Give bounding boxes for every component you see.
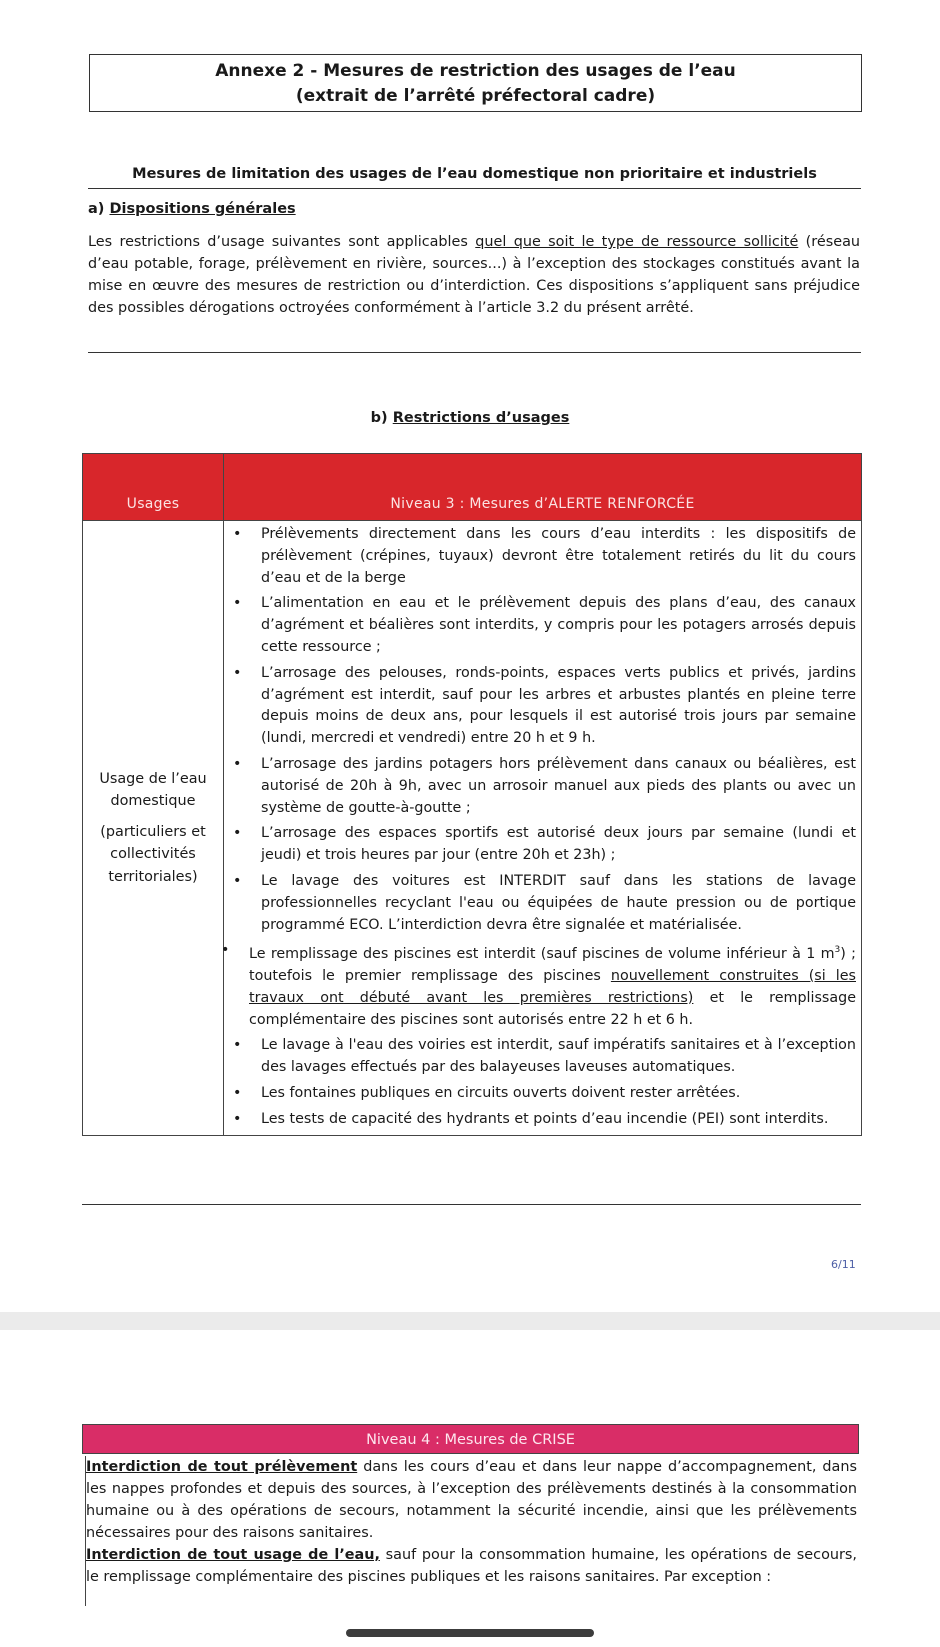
crisis-text: dans les cours d’eau et dans leur nappe d’accompagnement, dans les nappes profondes et depuis des sources, à l’exception des prélèvements destinés à la consommation humaine ou à des opérations de secours, notamment la sécurité incendie, ainsi que les prélèvements nécessaires pour des raisons sanitaires. bbox=[86, 1459, 857, 1541]
section-a-label: Dispositions générales bbox=[109, 201, 296, 217]
page-number: 6/11 bbox=[831, 1258, 856, 1271]
measure-text: et le remplissage complémentaire des piscines sont autorisés entre 22 h et 6 h. bbox=[249, 989, 857, 1028]
measure-item: • Le lavage à l'eau des voiries est interdit, sauf impératifs sanitaires et à l’exception des lavages effectués par des balayeuses laveuses automatiques. bbox=[261, 1035, 856, 1079]
crisis-measures-text bbox=[85, 1456, 857, 1606]
paragraph-text-1: Les restrictions d’usage suivantes sont applicables bbox=[88, 234, 476, 250]
crisis-level-header: Niveau 4 : Mesures de CRISE bbox=[82, 1424, 859, 1454]
measures-list bbox=[225, 524, 856, 1130]
crisis-paragraph-2 bbox=[86, 1544, 857, 1588]
measure-item: • L’arrosage des jardins potagers hors prélèvement dans canaux ou béalières, est autorisé de 20h à 9h, avec un arrosoir manuel aux pieds des plants ou avec un système de goutte-à-goutte ; bbox=[261, 754, 856, 819]
restrictions-table bbox=[82, 453, 862, 1136]
page-separator bbox=[0, 1312, 940, 1330]
measure-text: ) ; toutefois le premier remplissage des piscines bbox=[249, 946, 856, 984]
table-header-row bbox=[83, 454, 862, 521]
measure-item bbox=[249, 940, 856, 1031]
usage-line: (particuliers et bbox=[100, 823, 206, 840]
general-provisions-paragraph bbox=[88, 231, 860, 319]
section-a-prefix: a) bbox=[88, 201, 110, 217]
crisis-bold-text: Interdiction de tout prélèvement bbox=[86, 1459, 358, 1475]
measure-item: • Prélèvements directement dans les cours d’eau interdits : les dispositifs de prélèvement (crépines, tuyaux) devront être totalement retirés du lit du cours d’eau et de la berge bbox=[261, 524, 856, 589]
annex-title-box bbox=[89, 54, 862, 112]
crisis-bold-text: Interdiction de tout usage de l’eau, bbox=[86, 1547, 380, 1563]
measure-superscript: 3 bbox=[834, 945, 841, 956]
section-a-divider bbox=[88, 352, 861, 353]
section-a-title bbox=[88, 201, 296, 217]
header-usages: Usages bbox=[83, 454, 224, 521]
usage-category-cell bbox=[83, 521, 224, 1136]
usage-line: domestique bbox=[110, 793, 196, 810]
measure-item: • Les tests de capacité des hydrants et points d’eau incendie (PEI) sont interdits. bbox=[261, 1109, 856, 1131]
paragraph-underlined-text: quel que soit le type de ressource sollicité bbox=[475, 234, 799, 250]
table-row bbox=[83, 521, 862, 1136]
header-alert-level: Niveau 3 : Mesures d’ALERTE RENFORCÉE bbox=[224, 454, 862, 521]
home-indicator[interactable] bbox=[346, 1629, 594, 1637]
measure-item: • Les fontaines publiques en circuits ouverts doivent rester arrêtées. bbox=[261, 1083, 856, 1105]
section-b-prefix: b) bbox=[370, 410, 393, 426]
crisis-text: sauf pour la consommation humaine, les opérations de secours, le remplissage complémentaire des piscines publiques et les raisons sanitaires. Par exception : bbox=[86, 1547, 857, 1585]
section-heading: Mesures de limitation des usages de l’eau domestique non prioritaire et industriels bbox=[132, 166, 817, 182]
usage-line: collectivités bbox=[110, 846, 196, 863]
measure-item: • L’alimentation en eau et le prélèvement depuis des plans d’eau, des canaux d’agrément et béalières sont interdits, y compris pour les potagers arrosés depuis cette ressource ; bbox=[261, 593, 856, 658]
paragraph-text-2: (réseau d’eau potable, forage, prélèvement en rivière, sources...) à l’exception des stockages constitués avant la mise en œuvre des mesures de restriction ou d’interdiction. Ces dispositions s’appliquent sans préjudice des possibles dérogations octroyées conformément à l’article 3.2 du présent arrêté. bbox=[88, 234, 861, 316]
usage-line: territoriales) bbox=[108, 868, 198, 885]
measure-item: • Le lavage des voitures est INTERDIT sauf dans les stations de lavage professionnelles recyclant l'eau ou équipées de haute pression ou de portique programmé ECO. L’interdiction devra être signalée et matérialisée. bbox=[261, 871, 856, 936]
measure-item: • L’arrosage des espaces sportifs est autorisé deux jours par semaine (lundi et jeudi) et trois heures par jour (entre 20h et 23h) ; bbox=[261, 823, 856, 867]
measure-text: Le remplissage des piscines est interdit (sauf piscines de volume inférieur à 1 m bbox=[249, 946, 835, 963]
heading-rule bbox=[88, 188, 861, 189]
table-bottom-divider bbox=[82, 1204, 861, 1205]
annex-title: Annexe 2 - Mesures de restriction des usages de l’eau bbox=[215, 61, 736, 81]
section-b-label: Restrictions d’usages bbox=[392, 410, 570, 426]
measure-item: • L’arrosage des pelouses, ronds-points, espaces verts publics et privés, jardins d’agrément est interdit, sauf pour les arbres et arbustes plantés en pleine terre depuis moins de deux ans, pour lesquels il est autorisé trois jours par semaine (lundi, mercredi et vendredi) entre 20 h et 9 h. bbox=[261, 663, 856, 750]
measure-underlined-text: nouvellement construites (si les travaux ont débuté avant les premières restrictions) bbox=[249, 967, 856, 1006]
usage-line: Usage de l’eau bbox=[99, 770, 207, 787]
section-b-title bbox=[0, 410, 940, 426]
crisis-paragraph-1 bbox=[86, 1456, 857, 1544]
annex-subtitle: (extrait de l’arrêté préfectoral cadre) bbox=[295, 86, 656, 106]
measures-cell bbox=[224, 521, 862, 1136]
